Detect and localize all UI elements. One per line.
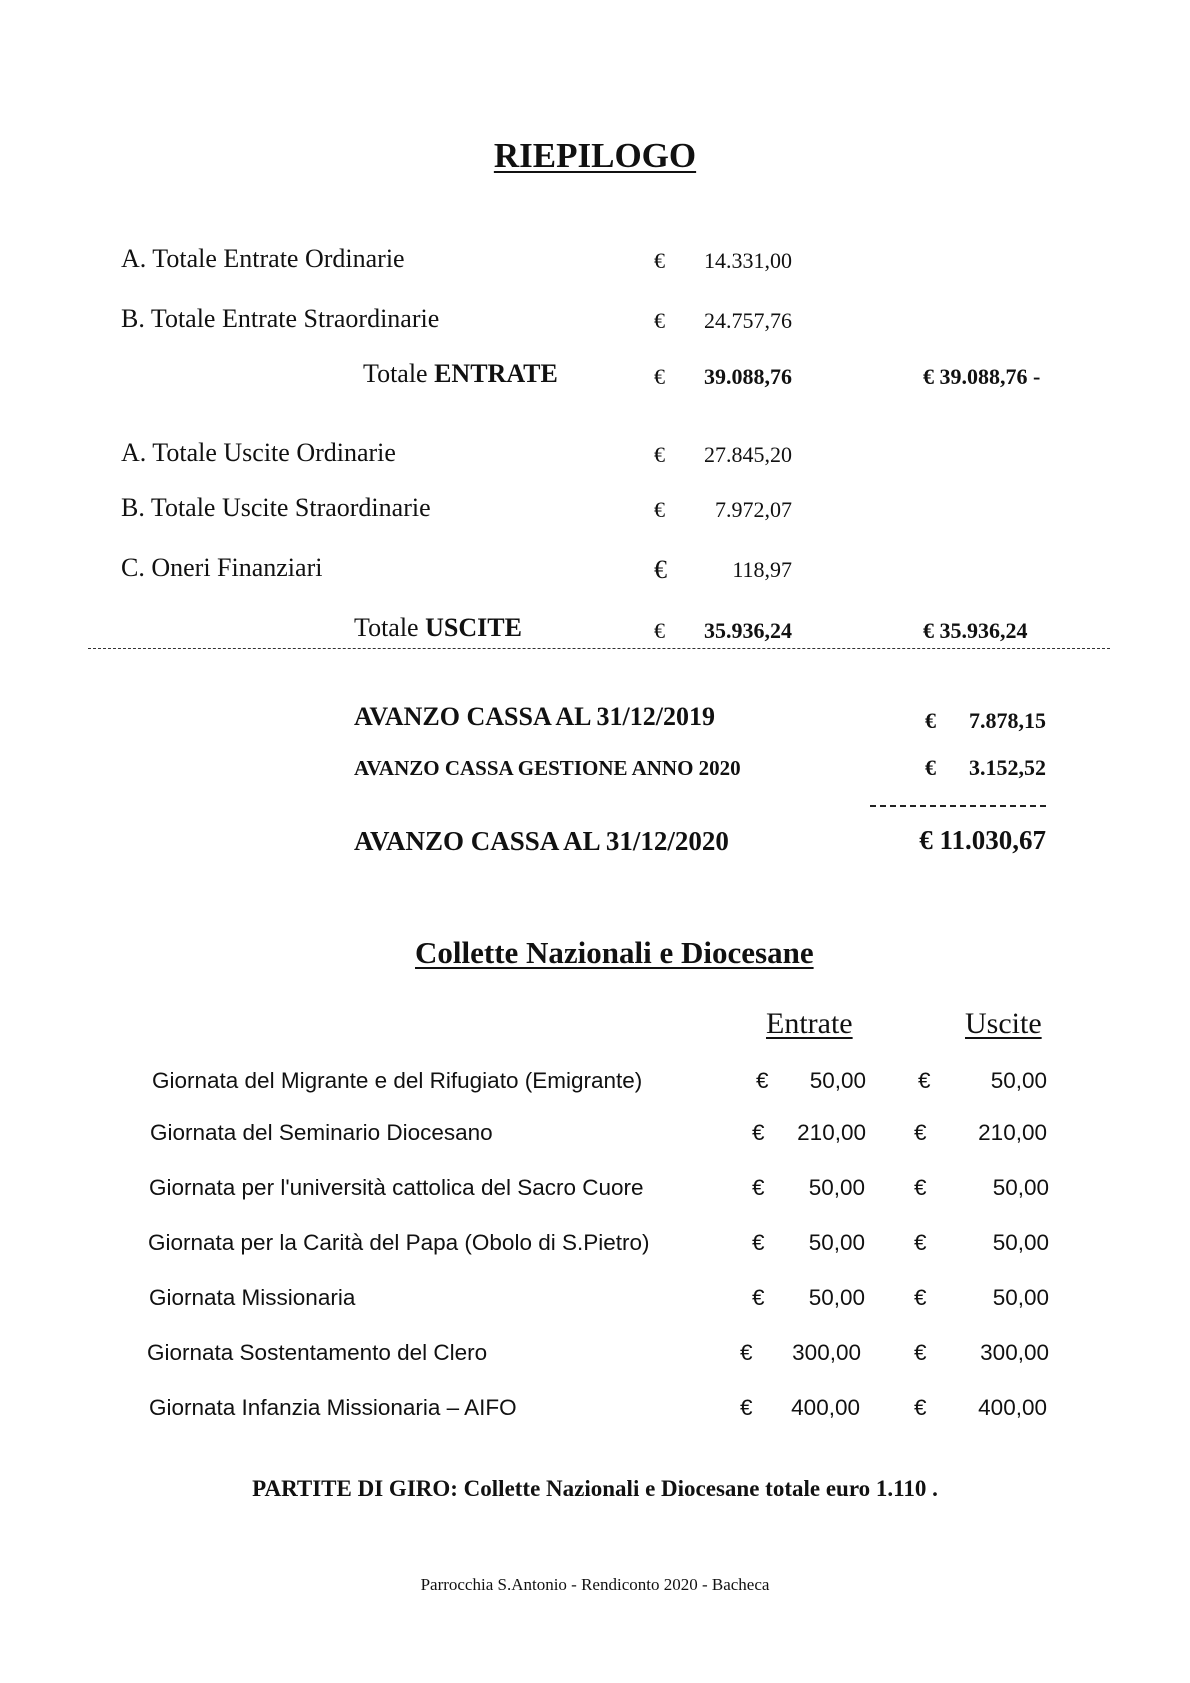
collette-row-entrate: 50,00 <box>809 1068 866 1093</box>
collette-row-label: Giornata per la Carità del Papa (Obolo di S.Pietro) <box>148 1230 650 1255</box>
totale-entrate-right: € 39.088,76 - <box>923 364 1041 389</box>
collette-row-label: Giornata del Seminario Diocesano <box>150 1120 493 1145</box>
oneri-finanziari-amount: 118,97 <box>732 557 792 582</box>
collette-row-label: Giornata Missionaria <box>149 1285 356 1310</box>
collette-row-entrate: 400,00 <box>791 1395 860 1420</box>
avanzo-2019-label: AVANZO CASSA AL 31/12/2019 <box>354 702 715 731</box>
euro-sign: € <box>914 1340 927 1365</box>
collette-row-entrate: 300,00 <box>792 1340 861 1365</box>
collette-row-entrate: 50,00 <box>808 1175 865 1200</box>
collette-row-entrate: 50,00 <box>808 1230 865 1255</box>
euro-sign: € <box>654 555 667 584</box>
totale-uscite-amount: 35.936,24 <box>704 618 792 643</box>
entrate-ordinarie-amount: 14.331,00 <box>704 248 792 273</box>
uscite-ordinarie-label: A. Totale Uscite Ordinarie <box>121 438 396 467</box>
collette-row-uscite: 300,00 <box>980 1340 1049 1365</box>
euro-sign: € <box>914 1175 927 1200</box>
avanzo-2020-amount: € 11.030,67 <box>919 825 1046 855</box>
euro-sign: € <box>654 442 665 467</box>
collette-row-uscite: 50,00 <box>992 1230 1049 1255</box>
euro-sign: € <box>756 1068 769 1093</box>
avanzo-gestione-label: AVANZO CASSA GESTIONE ANNO 2020 <box>354 756 741 780</box>
collette-row-entrate: 50,00 <box>808 1285 865 1310</box>
page-footer: Parrocchia S.Antonio - Rendiconto 2020 - Bacheca <box>420 1575 770 1594</box>
euro-sign: € <box>925 708 936 733</box>
euro-sign: € <box>654 618 665 643</box>
avanzo-2020-label: AVANZO CASSA AL 31/12/2020 <box>354 826 729 856</box>
totale-entrate-label <box>363 359 558 389</box>
oneri-finanziari-label: C. Oneri Finanziari <box>121 553 323 582</box>
euro-sign: € <box>914 1395 927 1420</box>
euro-sign: € <box>740 1395 753 1420</box>
collette-row-uscite: 210,00 <box>978 1120 1047 1145</box>
col-entrate-header: Entrate <box>766 1007 853 1040</box>
totale-uscite-word: USCITE <box>425 613 522 642</box>
partite-di-giro-note: PARTITE DI GIRO: Collette Nazionali e Diocesane totale euro 1.110 . <box>252 1476 938 1501</box>
totale-entrate-word: ENTRATE <box>434 359 558 388</box>
totale-prefix: Totale <box>354 613 426 642</box>
entrate-straordinarie-amount: 24.757,76 <box>704 308 792 333</box>
uscite-straordinarie-label: B. Totale Uscite Straordinarie <box>121 493 431 522</box>
totale-uscite-right: € 35.936,24 <box>923 618 1028 643</box>
collette-row-label: Giornata Infanzia Missionaria – AIFO <box>149 1395 517 1420</box>
collette-row-uscite: 50,00 <box>992 1175 1049 1200</box>
euro-sign: € <box>918 1068 931 1093</box>
euro-sign: € <box>752 1285 765 1310</box>
euro-sign: € <box>654 248 665 273</box>
euro-sign: € <box>925 755 936 780</box>
euro-sign: € <box>914 1285 927 1310</box>
euro-sign: € <box>914 1230 927 1255</box>
page-title: RIEPILOGO <box>493 136 697 175</box>
collette-row-label: Giornata Sostentamento del Clero <box>147 1340 488 1365</box>
uscite-straordinarie-amount: 7.972,07 <box>715 497 792 522</box>
collette-row-entrate: 210,00 <box>797 1120 866 1145</box>
col-uscite-header: Uscite <box>965 1007 1042 1040</box>
collette-row-uscite: 50,00 <box>990 1068 1047 1093</box>
avanzo-gestione-amount: 3.152,52 <box>969 755 1046 780</box>
sum-separator <box>870 805 1046 807</box>
collette-row-uscite: 400,00 <box>978 1395 1047 1420</box>
euro-sign: € <box>654 497 665 522</box>
avanzo-2019-amount: 7.878,15 <box>969 708 1046 733</box>
euro-sign: € <box>914 1120 927 1145</box>
totale-prefix: Totale <box>363 359 435 388</box>
collette-title: Collette Nazionali e Diocesane <box>415 935 814 970</box>
euro-sign: € <box>752 1175 765 1200</box>
uscite-ordinarie-amount: 27.845,20 <box>704 442 792 467</box>
euro-sign: € <box>752 1120 765 1145</box>
collette-row-uscite: 50,00 <box>992 1285 1049 1310</box>
euro-sign: € <box>740 1340 753 1365</box>
totale-uscite-label <box>354 613 522 643</box>
euro-sign: € <box>654 308 665 333</box>
euro-sign: € <box>752 1230 765 1255</box>
totale-entrate-amount: 39.088,76 <box>704 364 792 389</box>
euro-sign: € <box>654 364 665 389</box>
collette-row-label: Giornata del Migrante e del Rifugiato (Emigrante) <box>152 1068 643 1093</box>
entrate-straordinarie-label: B. Totale Entrate Straordinarie <box>121 304 440 333</box>
dashed-separator <box>88 648 1110 649</box>
entrate-ordinarie-label: A. Totale Entrate Ordinarie <box>121 244 405 273</box>
collette-row-label: Giornata per l'università cattolica del Sacro Cuore <box>149 1175 644 1200</box>
